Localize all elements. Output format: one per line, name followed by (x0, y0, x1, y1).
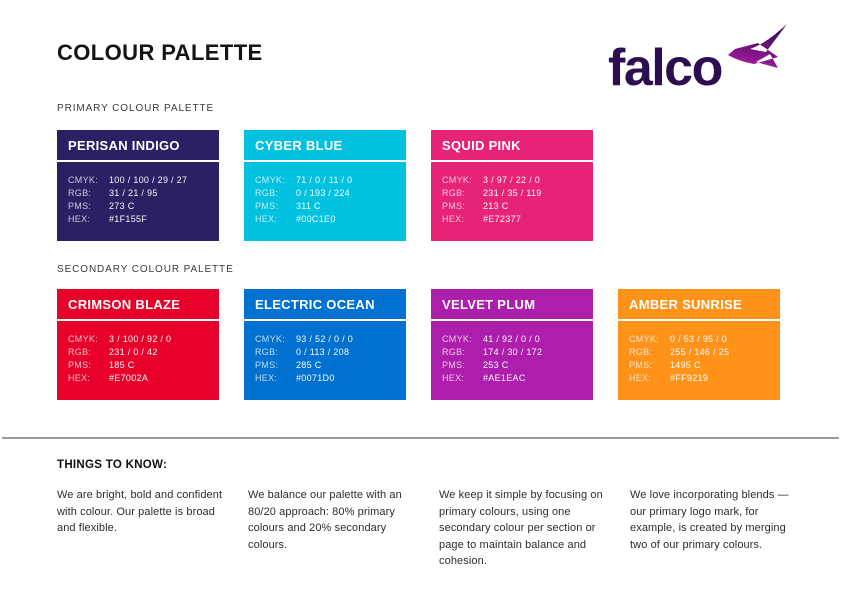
spec-row-cmyk (442, 174, 582, 187)
spec-value-pms: 311 C (296, 201, 321, 211)
things-to-know-heading: THINGS TO KNOW: (57, 459, 168, 471)
swatch-title: PERISAN INDIGO (57, 130, 219, 162)
spec-value-rgb: 231 / 0 / 42 (109, 347, 158, 357)
spec-label-cmyk: CMYK: (442, 334, 473, 344)
spec-label-hex: HEX: (255, 373, 278, 383)
spec-value-rgb: 231 / 35 / 119 (483, 188, 542, 198)
spec-label-rgb: RGB: (442, 188, 466, 198)
spec-label-pms: PMS: (629, 360, 653, 370)
spec-label-pms: PMS: (68, 360, 92, 370)
swatch-title: CRIMSON BLAZE (57, 289, 219, 321)
spec-label-cmyk: CMYK: (255, 175, 286, 185)
spec-row-cmyk (255, 333, 395, 346)
swatch-specs (618, 321, 780, 385)
spec-row-pms (255, 359, 395, 372)
spec-value-cmyk: 41 / 92 / 0 / 0 (483, 334, 541, 344)
spec-label-rgb: RGB: (68, 188, 92, 198)
spec-label-hex: HEX: (442, 373, 465, 383)
spec-row-cmyk (68, 333, 208, 346)
spec-label-hex: HEX: (629, 373, 652, 383)
spec-label-cmyk: CMYK: (68, 334, 99, 344)
swatch-specs (431, 162, 593, 226)
spec-value-pms: 285 C (296, 360, 322, 370)
swatch-crimson-blaze (57, 289, 219, 400)
swatch-cyber-blue (244, 130, 406, 241)
spec-row-cmyk (255, 174, 395, 187)
note-bright-bold: We are bright, bold and confident with colour. Our palette is broad and flexible. (57, 489, 223, 534)
spec-label-pms: PMS: (442, 201, 466, 211)
spec-value-cmyk: 3 / 97 / 22 / 0 (483, 175, 541, 185)
swatch-title: VELVET PLUM (431, 289, 593, 321)
primary-palette-label: PRIMARY COLOUR PALETTE (57, 103, 215, 114)
spec-row-cmyk (629, 333, 769, 346)
falco-bird-icon (726, 16, 792, 70)
swatch-specs (244, 321, 406, 385)
spec-row-rgb (68, 187, 208, 200)
swatch-squid-pink (431, 130, 593, 241)
spec-row-pms (442, 200, 582, 213)
note-keep-it-simple: We keep it simple by focusing on primary colours, using one secondary colour per section or page to maintain balance and cohesion. (439, 489, 603, 567)
spec-label-cmyk: CMYK: (629, 334, 660, 344)
spec-row-hex (629, 372, 769, 385)
spec-row-cmyk (68, 174, 208, 187)
note-blends: We love incorporating blends —our primary logo mark, for example, is created by merging two of our primary colours. (630, 489, 789, 551)
spec-row-pms (629, 359, 769, 372)
spec-value-rgb: 0 / 193 / 224 (296, 188, 350, 198)
things-to-know-notes (57, 487, 800, 570)
spec-label-rgb: RGB: (442, 347, 466, 357)
spec-value-hex: #00C1E0 (296, 214, 336, 224)
swatch-title: SQUID PINK (431, 130, 593, 162)
spec-row-pms (255, 200, 395, 213)
spec-value-rgb: 174 / 30 / 172 (483, 347, 543, 357)
spec-row-rgb (442, 187, 582, 200)
spec-value-cmyk: 0 / 53 / 95 / 0 (670, 334, 728, 344)
spec-label-rgb: RGB: (629, 347, 653, 357)
spec-row-pms (442, 359, 582, 372)
spec-value-pms: 253 C (483, 360, 509, 370)
spec-row-pms (68, 359, 208, 372)
spec-row-rgb (442, 346, 582, 359)
spec-row-hex (442, 213, 582, 226)
spec-label-cmyk: CMYK: (442, 175, 473, 185)
spec-label-hex: HEX: (68, 214, 91, 224)
spec-row-pms (68, 200, 208, 213)
page-title: COLOUR PALETTE (57, 40, 263, 65)
spec-label-pms: PMS: (442, 360, 466, 370)
spec-row-rgb (68, 346, 208, 359)
spec-label-rgb: RGB: (68, 347, 92, 357)
swatch-specs (57, 162, 219, 226)
primary-palette-row (57, 130, 593, 241)
spec-row-rgb (255, 346, 395, 359)
secondary-palette-label: SECONDARY COLOUR PALETTE (57, 264, 234, 275)
spec-value-cmyk: 71 / 0 / 11 / 0 (296, 175, 353, 185)
spec-value-pms: 213 C (483, 201, 509, 211)
spec-label-cmyk: CMYK: (68, 175, 99, 185)
spec-value-hex: #E72377 (483, 214, 522, 224)
spec-row-rgb (255, 187, 395, 200)
spec-label-pms: PMS: (255, 201, 279, 211)
spec-label-pms: PMS: (255, 360, 279, 370)
spec-value-pms: 273 C (109, 201, 135, 211)
spec-value-hex: #1F155F (109, 214, 148, 224)
swatch-amber-sunrise (618, 289, 780, 400)
falco-logo-text: falco (608, 39, 722, 97)
spec-value-hex: #AE1EAC (483, 373, 526, 383)
spec-value-rgb: 255 / 146 / 25 (670, 347, 730, 357)
spec-row-hex (255, 213, 395, 226)
swatch-specs (57, 321, 219, 385)
spec-row-rgb (629, 346, 769, 359)
spec-row-hex (442, 372, 582, 385)
spec-label-cmyk: CMYK: (255, 334, 286, 344)
spec-value-pms: 1495 C (670, 360, 701, 370)
falco-logo (608, 14, 788, 97)
spec-label-hex: HEX: (68, 373, 91, 383)
spec-label-rgb: RGB: (255, 347, 279, 357)
spec-label-hex: HEX: (255, 214, 278, 224)
spec-value-hex: #FF9219 (670, 373, 709, 383)
spec-value-cmyk: 3 / 100 / 92 / 0 (109, 334, 172, 344)
spec-label-hex: HEX: (442, 214, 465, 224)
swatch-specs (431, 321, 593, 385)
section-divider (2, 437, 839, 439)
spec-value-rgb: 31 / 21 / 95 (109, 188, 158, 198)
swatch-title: ELECTRIC OCEAN (244, 289, 406, 321)
swatch-perisan-indigo (57, 130, 219, 241)
note-80-20-approach: We balance our palette with an 80/20 approach: 80% primary colours and 20% secondary colours. (248, 489, 402, 551)
swatch-title: CYBER BLUE (244, 130, 406, 162)
swatch-electric-ocean (244, 289, 406, 400)
spec-value-cmyk: 100 / 100 / 29 / 27 (109, 175, 188, 185)
spec-value-cmyk: 93 / 52 / 0 / 0 (296, 334, 354, 344)
swatch-specs (244, 162, 406, 226)
swatch-title: AMBER SUNRISE (618, 289, 780, 321)
spec-value-rgb: 0 / 113 / 208 (296, 347, 350, 357)
secondary-palette-row (57, 289, 780, 400)
spec-row-cmyk (442, 333, 582, 346)
spec-row-hex (68, 372, 208, 385)
spec-label-pms: PMS: (68, 201, 92, 211)
swatch-velvet-plum (431, 289, 593, 400)
spec-value-hex: #0071D0 (296, 373, 335, 383)
spec-row-hex (255, 372, 395, 385)
spec-value-pms: 185 C (109, 360, 135, 370)
spec-row-hex (68, 213, 208, 226)
spec-value-hex: #E7002A (109, 373, 149, 383)
spec-label-rgb: RGB: (255, 188, 279, 198)
